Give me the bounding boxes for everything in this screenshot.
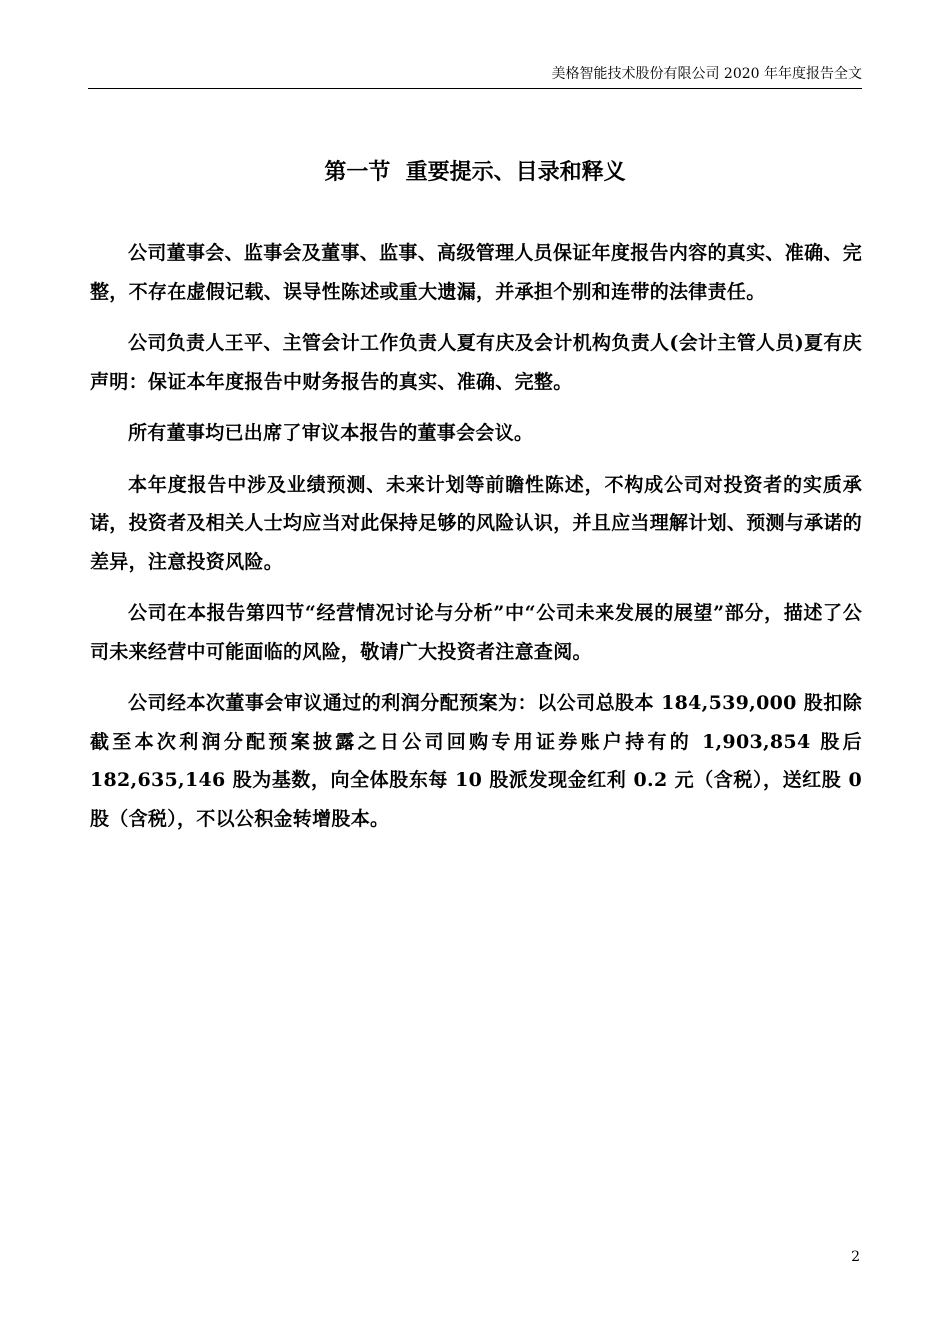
document-body — [90, 234, 862, 851]
section-title: 第一节 重要提示、目录和释义 — [324, 159, 626, 185]
paragraph-board-guarantee: 公司董事会、监事会及董事、监事、高级管理人员保证年度报告内容的真实、准确、完整，不存在虚假记载、误导性陈述或重大遗漏，并承担个别和连带的法律责任。 — [90, 242, 862, 303]
paragraph-forward-looking: 本年度报告中涉及业绩预测、未来计划等前瞻性陈述，不构成公司对投资者的实质承诺，投资者及相关人士均应当对此保持足够的风险认识，并且应当理解计划、预测与承诺的差异，注意投资风险。 — [90, 473, 863, 573]
paragraph-risk-reference: 公司在本报告第四节“经营情况讨论与分析”中“公司未来发展的展望”部分，描述了公司未来经营中可能面临的风险，敬请广大投资者注意查阅。 — [90, 602, 862, 663]
paragraph-responsible-persons: 公司负责人王平、主管会计工作负责人夏有庆及会计机构负责人(会计主管人员)夏有庆声明：保证本年度报告中财务报告的真实、准确、完整。 — [90, 332, 862, 393]
page-number: 2 — [851, 1249, 860, 1265]
paragraph-profit-distribution: 公司经本次董事会审议通过的利润分配预案为：以公司总股本 184,539,000 股扣除截至本次利润分配预案披露之日公司回购专用证券账户持有的 1,903,854 股后 182,635,146 股为基数，向全体股东每 10 股派发现金红利 0.2 元（含税），送红股 0 股（含税），不以公积金转增股本。 — [90, 692, 862, 830]
paragraph-directors-attendance: 所有董事均已出席了审议本报告的董事会会议。 — [128, 422, 534, 444]
header-divider — [88, 88, 862, 89]
report-header-title: 美格智能技术股份有限公司 2020 年年度报告全文 — [551, 66, 862, 82]
